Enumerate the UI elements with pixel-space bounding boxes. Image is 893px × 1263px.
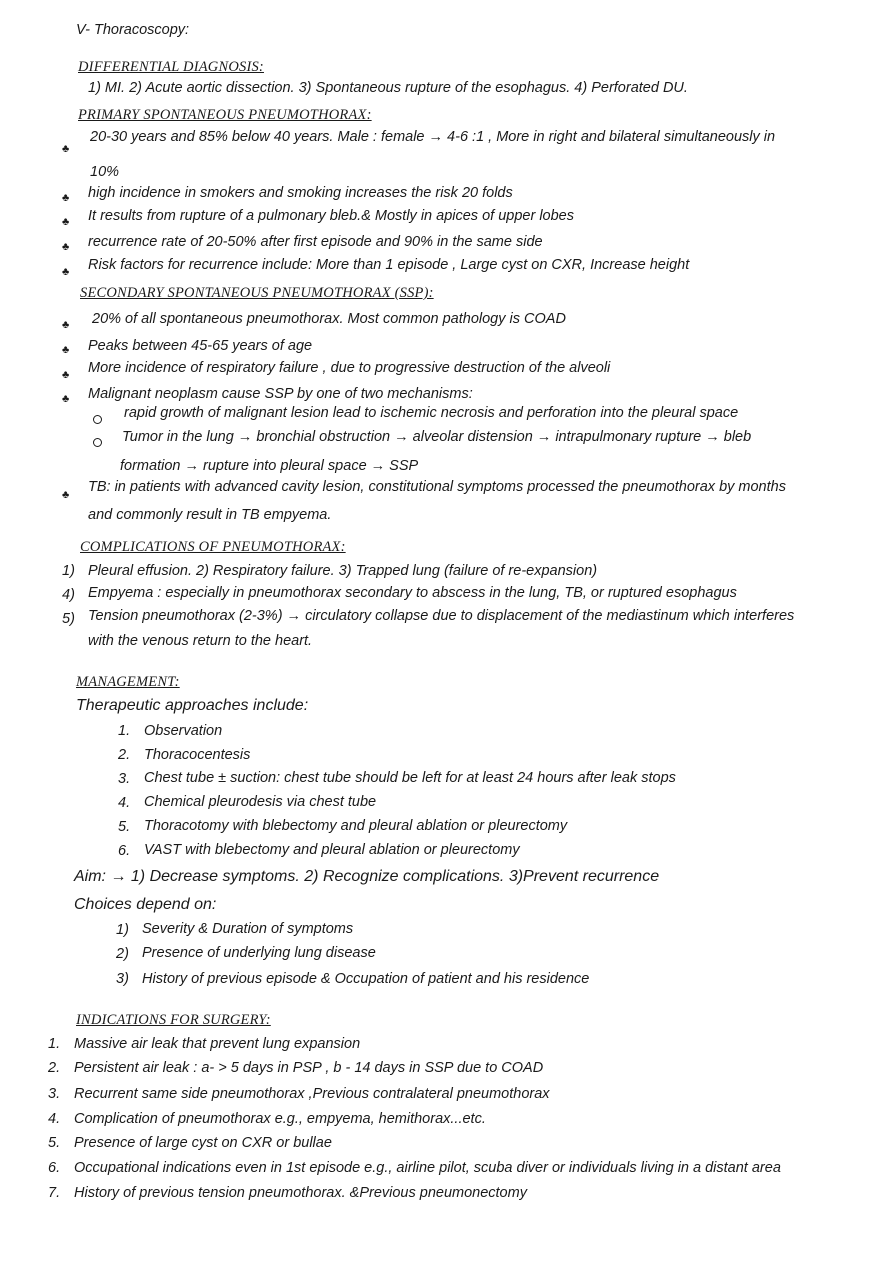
complication-num: 5) — [62, 611, 75, 627]
surgery-item: Presence of large cyst on CXR or bullae — [74, 1135, 332, 1151]
secondary-tb-cont: and commonly result in TB empyema. — [88, 507, 332, 523]
complication-num: 1) — [62, 563, 75, 579]
choice-item: History of previous episode & Occupation of patient and his residence — [142, 971, 590, 987]
differential-heading: DIFFERENTIAL DIAGNOSIS: — [78, 59, 264, 75]
surgery-num: 6. — [48, 1160, 61, 1176]
approach-num: 1. — [118, 723, 131, 739]
approach-num: 6. — [118, 843, 131, 859]
surgery-item: Occupational indications even in 1st episode e.g., airline pilot, scuba diver or individuals living in a distant area — [74, 1160, 781, 1176]
differential-line: 1) MI. 2) Acute aortic dissection. 3) Spontaneous rupture of the esophagus. 4) Perforated DU. — [88, 80, 688, 96]
primary-heading: PRIMARY SPONTANEOUS PNEUMOTHORAX: — [78, 107, 372, 123]
club-bullet-icon: ♣ — [62, 216, 70, 228]
club-bullet-icon: ♣ — [62, 393, 70, 405]
management-aim: Aim: → 1) Decrease symptoms. 2) Recognize complications. 3)Prevent recurrence — [74, 868, 660, 885]
club-bullet-icon: ♣ — [62, 266, 70, 278]
complication-4: Empyema : especially in pneumothorax secondary to abscess in the lung, TB, or ruptured esophagus — [88, 585, 737, 601]
complication-5: Tension pneumothorax (2-3%) → circulatory collapse due to displacement of the mediastinum which interferes — [88, 608, 795, 624]
choice-num: 2) — [116, 946, 129, 962]
secondary-sub-2-cont: formation → rupture into pleural space → SSP — [120, 458, 419, 474]
secondary-item-3: More incidence of respiratory failure , due to progressive destruction of the alveoli — [88, 360, 611, 376]
secondary-sub-2: Tumor in the lung → bronchial obstruction → alveolar distension → intrapulmonary rupture → bleb — [122, 429, 752, 445]
complication-num: 4) — [62, 587, 75, 603]
surgery-num: 5. — [48, 1135, 61, 1151]
club-bullet-icon: ♣ — [62, 241, 70, 253]
circle-bullet-icon — [93, 438, 102, 447]
choices-heading: Choices depend on: — [74, 896, 217, 913]
primary-item-4: recurrence rate of 20-50% after first episode and 90% in the same side — [88, 234, 543, 250]
surgery-item: Recurrent same side pneumothorax ,Previous contralateral pneumothorax — [74, 1086, 550, 1102]
approach-num: 4. — [118, 795, 131, 811]
primary-item-5: Risk factors for recurrence include: More than 1 episode , Large cyst on CXR, Increase height — [88, 257, 690, 273]
approach-item: Chemical pleurodesis via chest tube — [144, 794, 377, 810]
secondary-item-4: Malignant neoplasm cause SSP by one of two mechanisms: — [88, 386, 473, 402]
complications-heading: COMPLICATIONS OF PNEUMOTHORAX: — [80, 539, 346, 555]
complication-1: Pleural effusion. 2) Respiratory failure. 3) Trapped lung (failure of re-expansion) — [88, 563, 598, 579]
secondary-heading: SECONDARY SPONTANEOUS PNEUMOTHORAX (SSP): — [80, 285, 434, 301]
club-bullet-icon: ♣ — [62, 192, 70, 204]
primary-item-3: It results from rupture of a pulmonary bleb.& Mostly in apices of upper lobes — [88, 208, 574, 224]
club-bullet-icon: ♣ — [62, 489, 70, 501]
secondary-item-2: Peaks between 45-65 years of age — [88, 338, 313, 354]
choice-num: 1) — [116, 922, 129, 938]
primary-item-1-cont: 10% — [90, 164, 120, 180]
surgery-num: 3. — [48, 1086, 61, 1102]
secondary-sub-1: rapid growth of malignant lesion lead to ischemic necrosis and perforation into the pleural space — [124, 405, 739, 421]
secondary-tb: TB: in patients with advanced cavity lesion, constitutional symptoms processed the pneumothorax by months — [88, 479, 786, 495]
club-bullet-icon: ♣ — [62, 344, 70, 356]
section-title: V- Thoracoscopy: — [76, 22, 190, 38]
surgery-num: 1. — [48, 1036, 61, 1052]
club-bullet-icon: ♣ — [62, 369, 70, 381]
primary-item-1: 20-30 years and 85% below 40 years. Male : female → 4-6 :1 , More in right and bilateral simultaneously in — [90, 129, 776, 145]
surgery-heading: INDICATIONS FOR SURGERY: — [76, 1012, 271, 1028]
approach-item: Thoracocentesis — [144, 747, 251, 763]
secondary-item-1: 20% of all spontaneous pneumothorax. Most common pathology is COAD — [92, 311, 566, 327]
surgery-num: 4. — [48, 1111, 61, 1127]
approach-item: Observation — [144, 723, 223, 739]
complication-5-cont: with the venous return to the heart. — [88, 633, 313, 649]
approach-num: 5. — [118, 819, 131, 835]
circle-bullet-icon — [93, 415, 102, 424]
choice-item: Severity & Duration of symptoms — [142, 921, 354, 937]
approach-item: Thoracotomy with blebectomy and pleural ablation or pleurectomy — [144, 818, 568, 834]
surgery-item: Persistent air leak : a- > 5 days in PSP , b - 14 days in SSP due to COAD — [74, 1060, 544, 1076]
surgery-item: Massive air leak that prevent lung expansion — [74, 1036, 361, 1052]
surgery-item: Complication of pneumothorax e.g., empyema, hemithorax...etc. — [74, 1111, 486, 1127]
approach-num: 2. — [118, 747, 131, 763]
club-bullet-icon: ♣ — [62, 143, 70, 155]
choice-item: Presence of underlying lung disease — [142, 945, 376, 961]
approach-item: VAST with blebectomy and pleural ablation or pleurectomy — [144, 842, 520, 858]
choice-num: 3) — [116, 971, 129, 987]
management-intro: Therapeutic approaches include: — [76, 697, 309, 714]
surgery-item: History of previous tension pneumothorax. &Previous pneumonectomy — [74, 1185, 527, 1201]
club-bullet-icon: ♣ — [62, 319, 70, 331]
approach-item: Chest tube ± suction: chest tube should be left for at least 24 hours after leak stops — [144, 770, 676, 786]
approach-num: 3. — [118, 771, 131, 787]
surgery-num: 2. — [48, 1060, 61, 1076]
primary-item-2: high incidence in smokers and smoking increases the risk 20 folds — [88, 185, 513, 201]
management-heading: MANAGEMENT: — [76, 674, 180, 690]
surgery-num: 7. — [48, 1185, 61, 1201]
